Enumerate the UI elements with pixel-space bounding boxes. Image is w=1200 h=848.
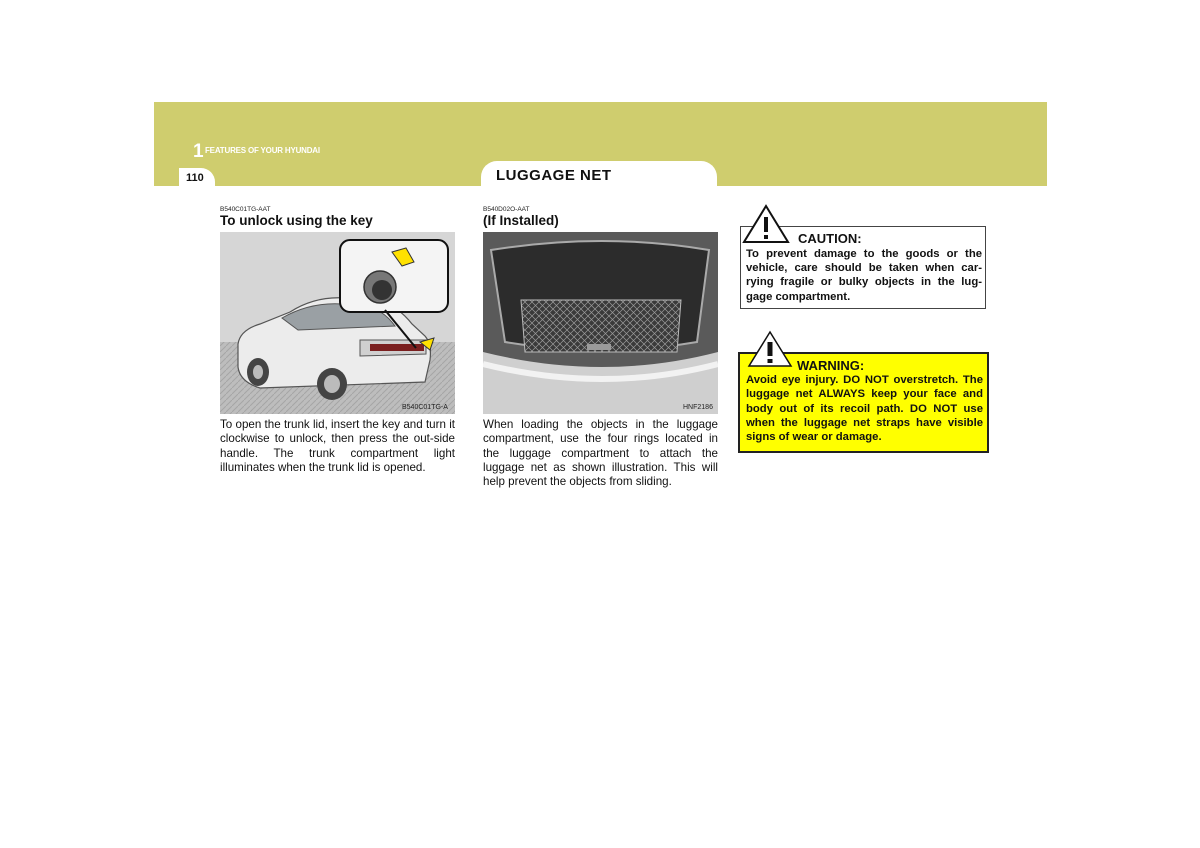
- left-body-text: To open the trunk lid, insert the key and turn it clockwise to unlock, then press the out-side handle. The trunk compartment light illuminates when the trunk lid is opened.: [220, 418, 455, 474]
- middle-body-text: When loading the objects in the luggage compartment, use the four rings located in the luggage compartment to attach the luggage net as shown illustration. This will help prevent the objects from sliding.: [483, 418, 718, 489]
- middle-code: B540D02O-AAT: [483, 206, 530, 213]
- left-code: B540C01TG-AAT: [220, 206, 271, 213]
- left-heading: To unlock using the key: [220, 213, 373, 228]
- warning-triangle-icon: [747, 330, 793, 368]
- warning-text: Avoid eye injury. DO NOT overstretch. The luggage net ALWAYS keep your face and body out of its recoil path. DO NOT use when the luggage net straps have visible signs of wear or damage.: [746, 374, 983, 444]
- caution-title: CAUTION:: [798, 231, 862, 246]
- luggage-net-photo: [483, 232, 718, 414]
- caution-text: To prevent damage to the goods or the vehicle, care should be taken when car-rying fragile or bulky objects in the lug-gage compartment.: [746, 248, 982, 303]
- caution-warning-triangle-icon: [742, 204, 790, 244]
- chapter-title: FEATURES OF YOUR HYUNDAI: [205, 146, 320, 155]
- warning-title: WARNING:: [797, 358, 865, 373]
- trunk-key-illustration: [220, 232, 455, 414]
- middle-heading: (If Installed): [483, 213, 559, 228]
- chapter-number: 1: [193, 141, 204, 162]
- left-figure-label: B540C01TG-A: [402, 404, 448, 411]
- section-title: LUGGAGE NET: [496, 167, 612, 184]
- page-number: 110: [186, 172, 204, 184]
- middle-figure-label: HNF2186: [683, 404, 713, 411]
